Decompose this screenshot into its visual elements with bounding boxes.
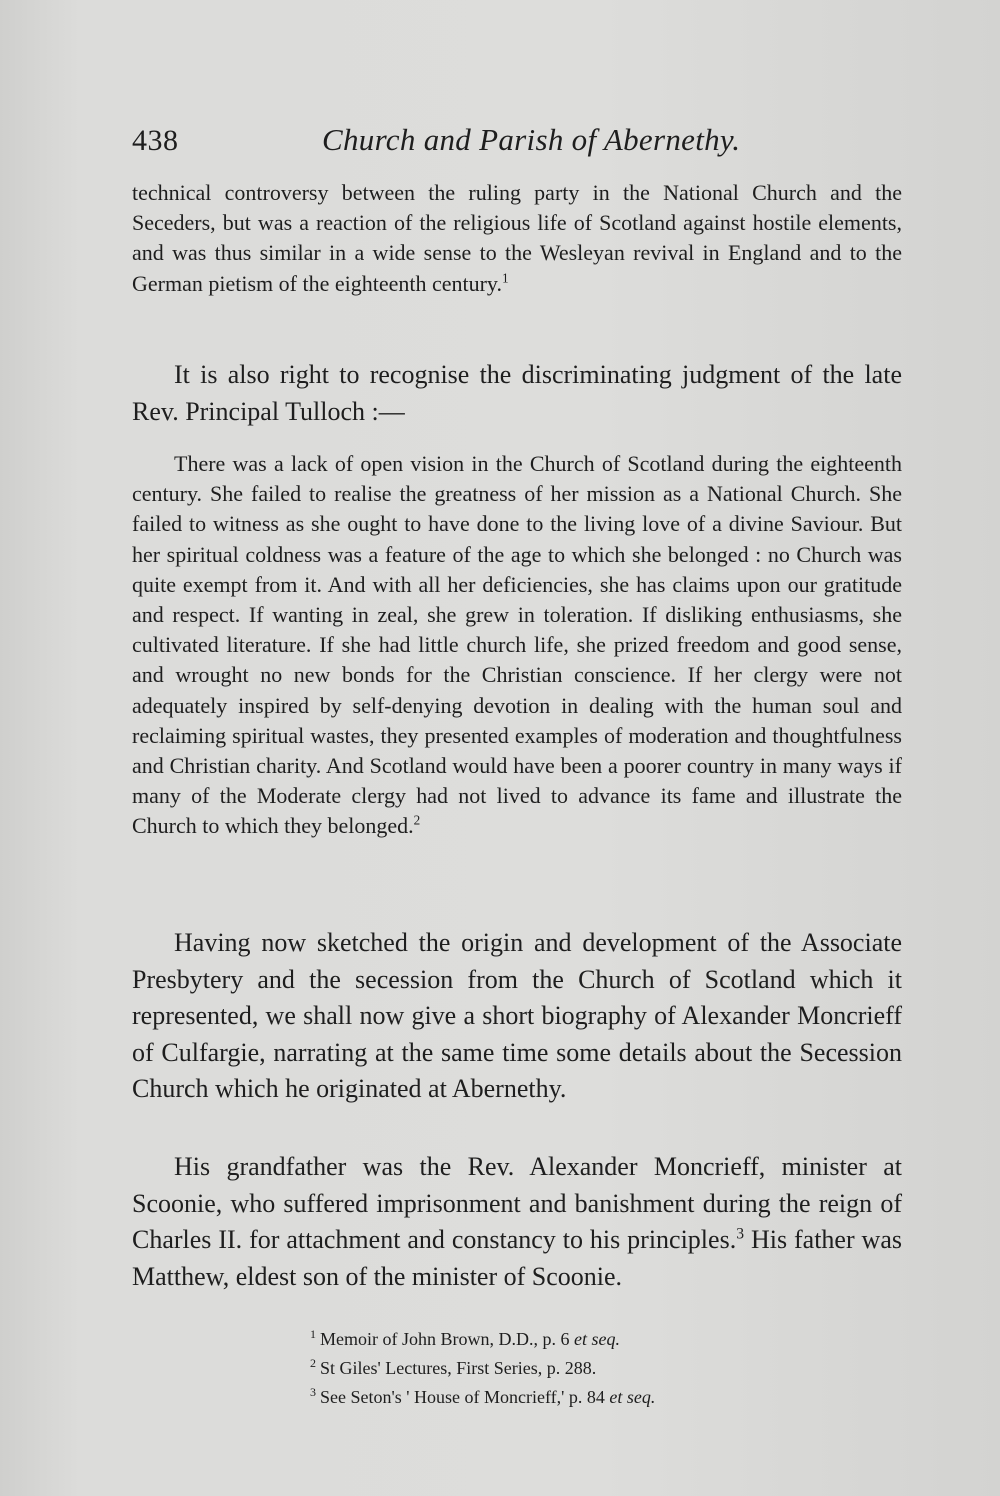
paragraph-text: technical controversy between the ruling party in the National Church and the Seceders, but was a reaction of the religious life of Scotland against hostile elements, and was thus similar in a wide sense to the Wesleyan revival in England and to the German pietism of the eighteenth century. — [132, 180, 902, 296]
paragraph-text: It is also right to recognise the discriminating judgment of the late Rev. Principal Tulloch :— — [132, 360, 902, 426]
footnote-3: $^3$ See Seton's ' House of Moncrieff,' p. 84 et seq. — [310, 1385, 656, 1407]
page-number: 438 — [132, 124, 179, 157]
footnote-ref: 2 — [413, 813, 421, 829]
footnote-ref: 3 — [736, 1225, 744, 1243]
footnotes — [310, 1322, 870, 1409]
page-header — [132, 118, 902, 162]
paragraph-text-tail: His father was Matthew, eldest son of the minister of Scoonie. — [132, 1225, 902, 1291]
paragraph-continuation — [132, 178, 902, 299]
paragraph-associate-presbytery — [132, 925, 902, 1108]
paragraph-grandfather — [132, 1149, 902, 1295]
block-quotation — [132, 449, 902, 842]
footnote-1: $^1$ Memoir of John Brown, D.D., p. 6 et seq. — [310, 1327, 620, 1349]
paragraph-text: His grandfather was the Rev. Alexander Moncrieff, minister at Scoonie, who suffered imprisonment and banishment during the reign of Charles II. for attachment and constancy to his principles. — [132, 1152, 902, 1254]
running-title: Church and Parish of Abernethy. — [322, 122, 741, 157]
paragraph-text: Having now sketched the origin and development of the Associate Presbytery and the secession from the Church of Scotland which it represented, we shall now give a short biography of Alexander Moncrieff of Culfargie, narrating at the same time some details about the Secession Church which he originated at Abernethy. — [132, 928, 902, 1103]
quotation-text: There was a lack of open vision in the Church of Scotland during the eighteenth century. She failed to realise the greatness of her mission as a National Church. She failed to witness as she ought to have done to the living love of a divine Saviour. But her spiritual coldness was a feature of the age to which she belonged : no Church was quite exempt from it. And with all her deficiencies, she has claims upon our gratitude and respect. If wanting in zeal, she grew in toleration. If disliking enthusiasms, she cultivated literature. If she had little church life, she prized freedom and good sense, and wrought no new bonds for the Christian conscience. If her clergy were not adequately inspired by self-denying devotion in dealing with the human soul and reclaiming spiritual wastes, they presented examples of moderation and thoughtfulness and Christian charity. And Scotland would have been a poorer country in many ways if many of the Moderate clergy had not lived to advance its fame and illustrate the Church to which they belonged. — [132, 451, 902, 839]
footnote-ref: 1 — [502, 270, 509, 286]
paragraph-tulloch-intro — [132, 357, 902, 430]
footnote-2: $^2$ St Giles' Lectures, First Series, p. 288. — [310, 1356, 597, 1378]
